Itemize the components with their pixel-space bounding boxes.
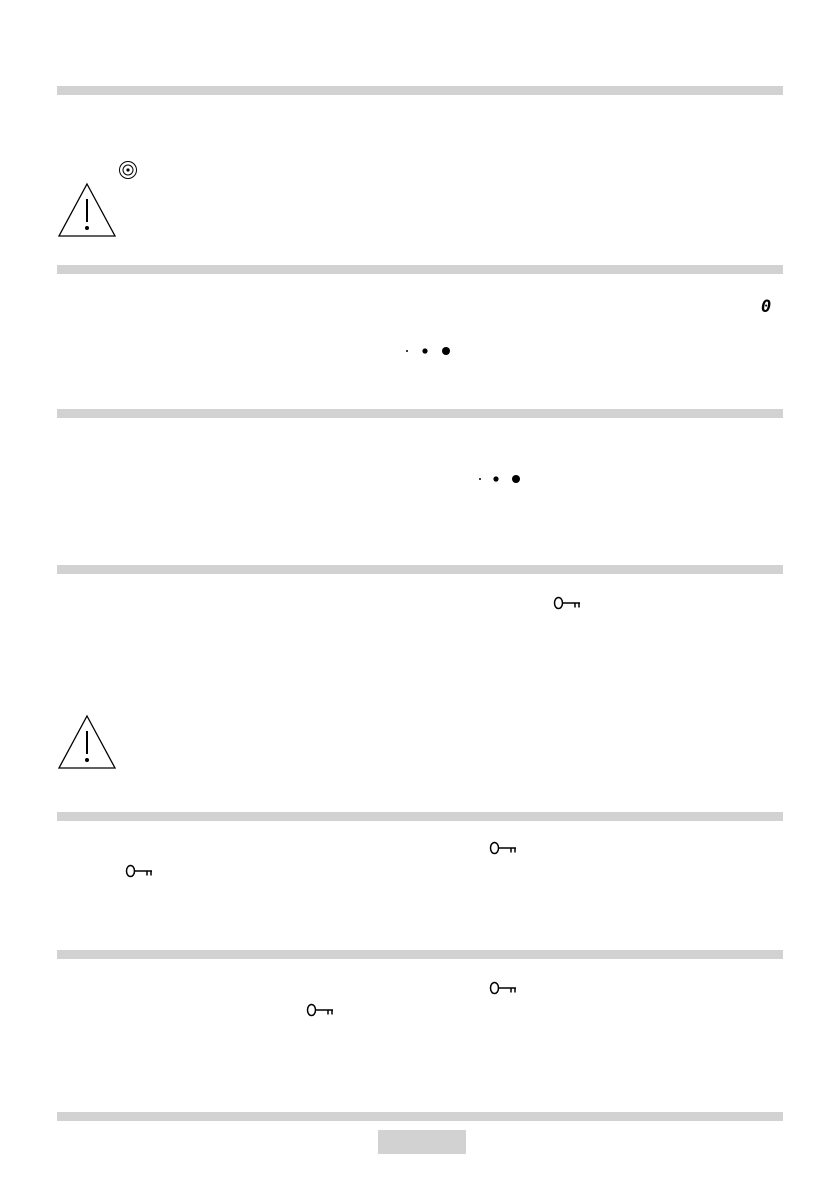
key-lock-icon [489, 841, 519, 857]
hob-zone-icon [118, 160, 138, 180]
section-divider [57, 812, 783, 821]
key-lock-icon [125, 864, 155, 880]
power-level-dots-icon [404, 345, 452, 357]
key-lock-icon [553, 596, 583, 612]
warning-triangle-icon [57, 182, 117, 238]
section-divider [57, 409, 783, 418]
key-lock-icon [489, 981, 519, 997]
key-lock-icon [306, 1003, 336, 1019]
display-digit: 0 [761, 297, 772, 317]
section-divider [57, 265, 783, 274]
section-divider [57, 565, 783, 574]
warning-triangle-icon [57, 714, 117, 770]
page-number-tab [378, 1130, 466, 1154]
power-level-dots-icon [477, 473, 525, 485]
section-divider [57, 86, 783, 95]
section-divider [57, 1112, 783, 1121]
section-divider [57, 950, 783, 959]
